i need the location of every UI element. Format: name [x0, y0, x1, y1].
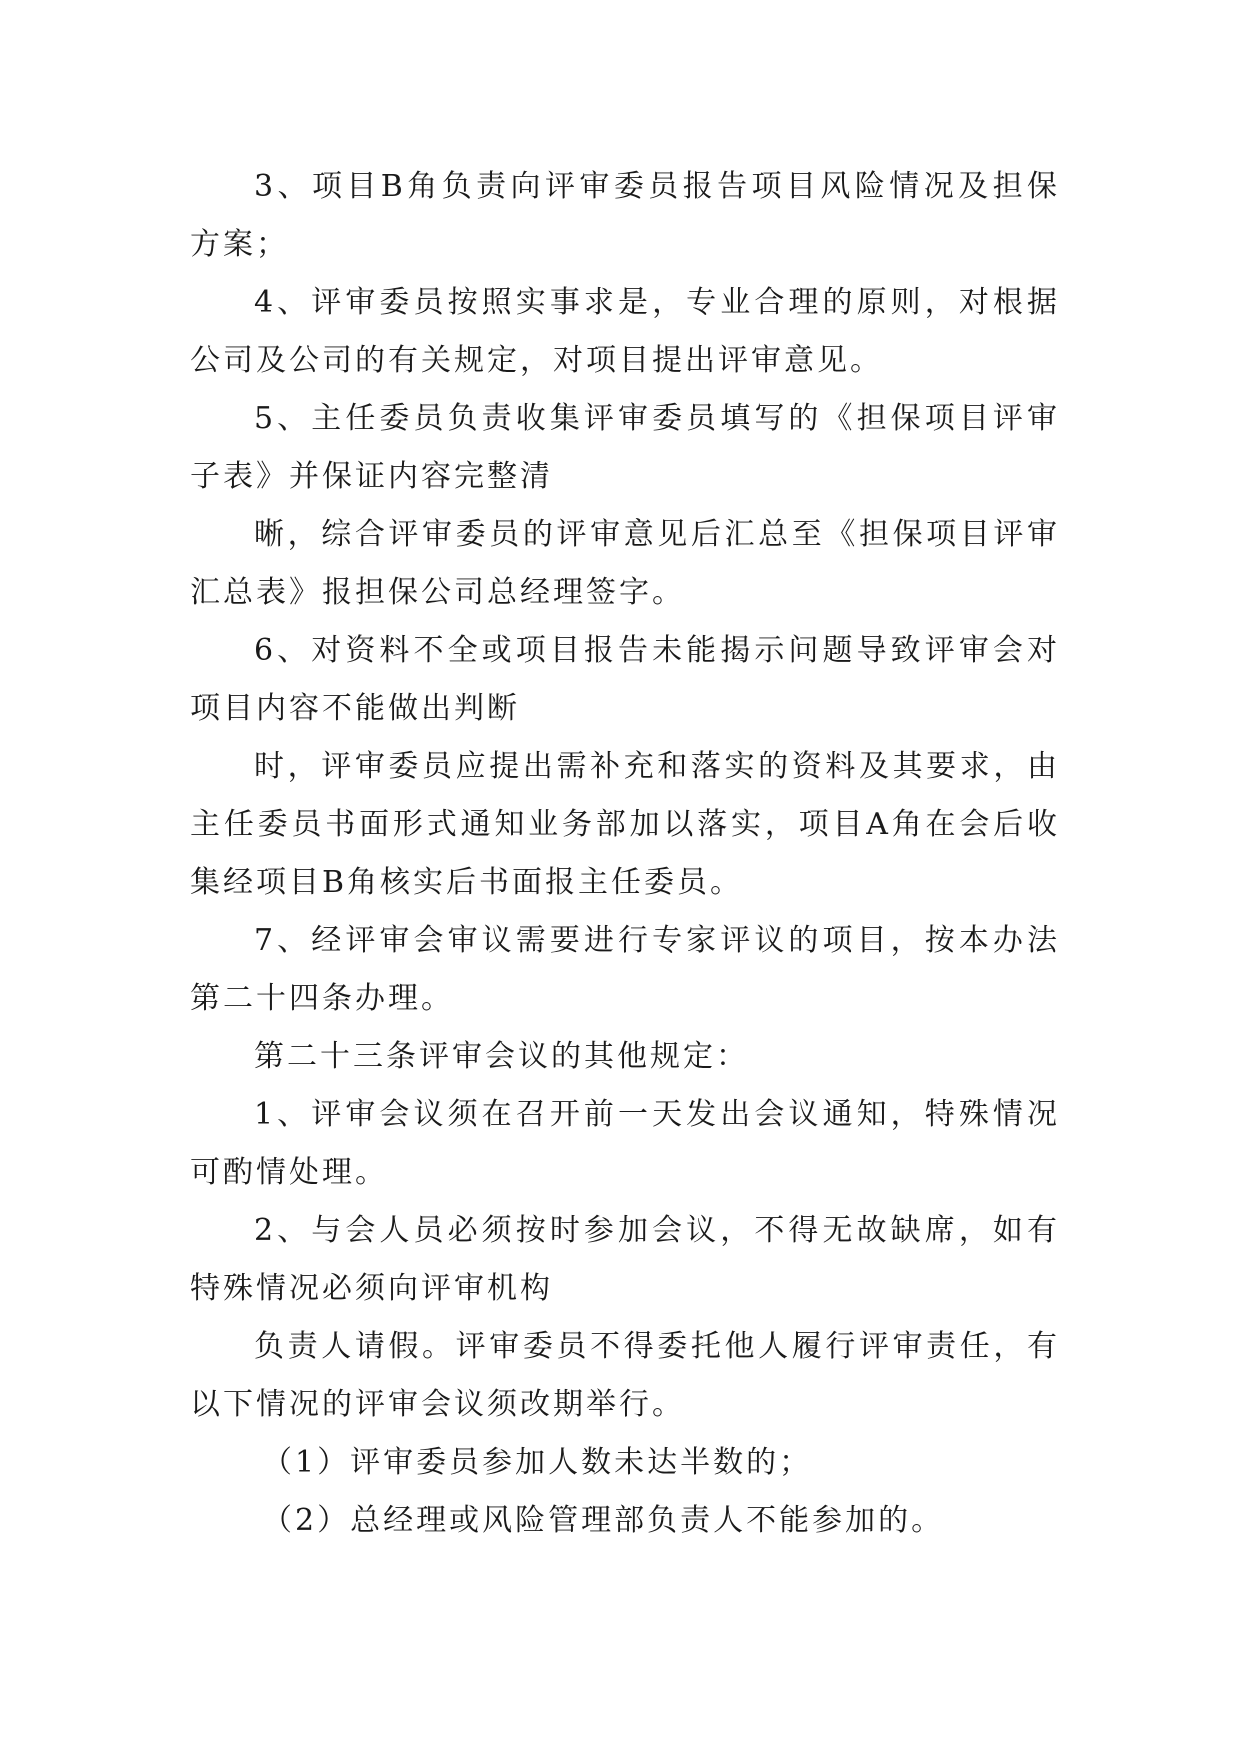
paragraph-item-5-continued: 晰，综合评审委员的评审意见后汇总至《担保项目评审汇总表》报担保公司总经理签字。 — [190, 517, 1060, 610]
paragraph-rule-1: 1、评审会议须在召开前一天发出会议通知，特殊情况可酌情处理。 — [190, 1097, 1060, 1190]
paragraph-item-6: 6、对资料不全或项目报告未能揭示问题导致评审会对项目内容不能做出判断 — [190, 633, 1060, 726]
paragraph-item-4: 4、评审委员按照实事求是，专业合理的原则，对根据公司及公司的有关规定，对项目提出评审意见。 — [190, 285, 1060, 378]
paragraph-rule-2-continued: 负责人请假。评审委员不得委托他人履行评审责任，有以下情况的评审会议须改期举行。 — [190, 1329, 1060, 1422]
paragraph-item-7: 7、经评审会审议需要进行专家评议的项目，按本办法第二十四条办理。 — [190, 923, 1060, 1016]
paragraph-rule-2: 2、与会人员必须按时参加会议，不得无故缺席，如有特殊情况必须向评审机构 — [190, 1213, 1060, 1306]
paragraph-item-3: 3、项目B角负责向评审委员报告项目风险情况及担保方案； — [190, 169, 1060, 262]
sub-item-2: （2）总经理或风险管理部负责人不能参加的。 — [262, 1503, 945, 1538]
paragraph-item-6-continued: 时，评审委员应提出需补充和落实的资料及其要求，由主任委员书面形式通知业务部加以落实，项目A角在会后收集经项目B角核实后书面报主任委员。 — [190, 749, 1060, 900]
paragraph-item-5: 5、主任委员负责收集评审委员填写的《担保项目评审子表》并保证内容完整清 — [190, 401, 1060, 494]
sub-item-1: （1）评审委员参加人数未达半数的； — [262, 1445, 813, 1480]
document-body — [190, 158, 1060, 1550]
article-23-heading: 第二十三条评审会议的其他规定： — [254, 1039, 749, 1074]
